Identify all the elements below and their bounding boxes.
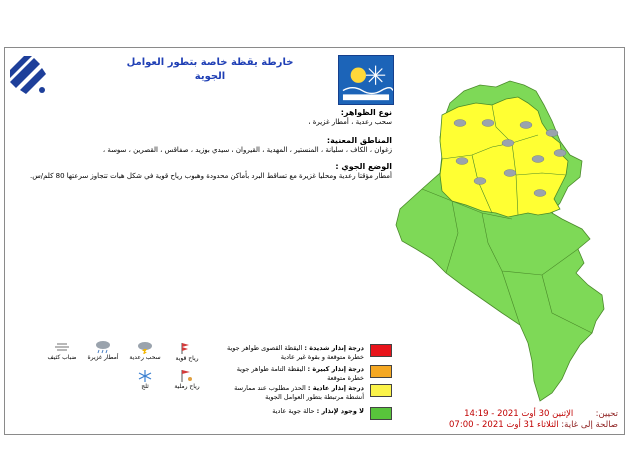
situation-block — [30, 162, 392, 181]
heavy-rain-icon — [94, 340, 112, 354]
thunderstorm-icon — [136, 340, 154, 354]
legend-severe — [226, 344, 392, 366]
inm-logo-icon — [338, 55, 394, 105]
sand-wind-icon — [178, 369, 196, 383]
sand-wind-legend: رياح رملية — [170, 369, 204, 391]
legend-normal-alert — [226, 384, 392, 404]
heavy-rain-legend: أمطار غزيرة — [86, 340, 120, 362]
update-value: الإثنين 30 أوت 2021 - 14:19 — [464, 409, 574, 419]
legend-none — [226, 407, 392, 421]
phenomena-heading: نوع الظواهر: — [340, 108, 392, 117]
fog-icon — [53, 340, 71, 354]
map-title-line2: الجوية — [194, 71, 226, 82]
legend-normal-alert-text: درجة إنذار عادية : الحذر مطلوب عند ممارسة أنشطة مرتبطة بتطور العوامل الجوية — [234, 384, 364, 401]
legend-severe-swatch — [370, 344, 392, 357]
legend-severe-text: درجة إنذار شديدة : اليقظة القصوى ظواهر جوية خطرة متوقعة و بقوة غير عادية — [227, 344, 364, 361]
valid-label: صالحة إلى غاية: — [561, 420, 618, 430]
valid-value: الثلاثاء 31 أوت 2021 - 07:00 — [449, 420, 559, 430]
map-title — [95, 56, 325, 84]
regions-heading: المناطق المعنية: — [326, 136, 392, 145]
strong-wind-icon — [179, 341, 195, 355]
ministry-logo-icon — [10, 56, 46, 96]
legend-normal-alert-swatch — [370, 384, 392, 397]
phenomena-block — [30, 108, 392, 127]
legend-major-text: درجة إنذار كبيرة : اليقظة التامة ظواهر جوية خطرة متوقعة — [236, 365, 364, 382]
legend-major-swatch — [370, 365, 392, 378]
update-label: تحيين: — [595, 409, 618, 419]
validity-dates — [418, 409, 618, 431]
phenomena-text: سحب رعدية ، أمطار غزيرة ، — [308, 118, 392, 126]
situation-text: أمطار مؤقتا رعدية ومحليا غزيرة مع تساقط البرد بأماكن محدودة وهبوب رياح قوية في شكل هبات تتجاوز سرعتها 80 كلم/س. — [29, 172, 392, 180]
snow-legend: ثلج — [128, 369, 162, 391]
strong-wind-legend: رياح قوية — [170, 341, 204, 363]
snowflake-icon — [137, 369, 153, 383]
legend-none-swatch — [370, 407, 392, 420]
tunisia-vigilance-map — [392, 63, 614, 403]
thunderstorm-legend: سحب رعدية — [128, 340, 162, 362]
dense-fog-legend: ضباب كثيف — [45, 340, 79, 362]
legend-major — [226, 365, 392, 383]
update-row — [418, 409, 618, 420]
regions-text: زغوان ، الكاف ، سليانة ، المنستير ، المهدية ، القيروان ، سيدي بوزيد ، صفاقس ، القصرين ، سوسة ، — [102, 146, 392, 154]
map-title-line1: خارطة يقظة خاصة بتطور العوامل — [126, 57, 294, 68]
situation-heading: الوضع الجوي : — [335, 162, 392, 171]
legend-none-text: لا وجود لإنذار : حالة جوية عادية — [272, 407, 364, 415]
regions-block — [30, 136, 392, 155]
valid-row — [418, 420, 618, 431]
